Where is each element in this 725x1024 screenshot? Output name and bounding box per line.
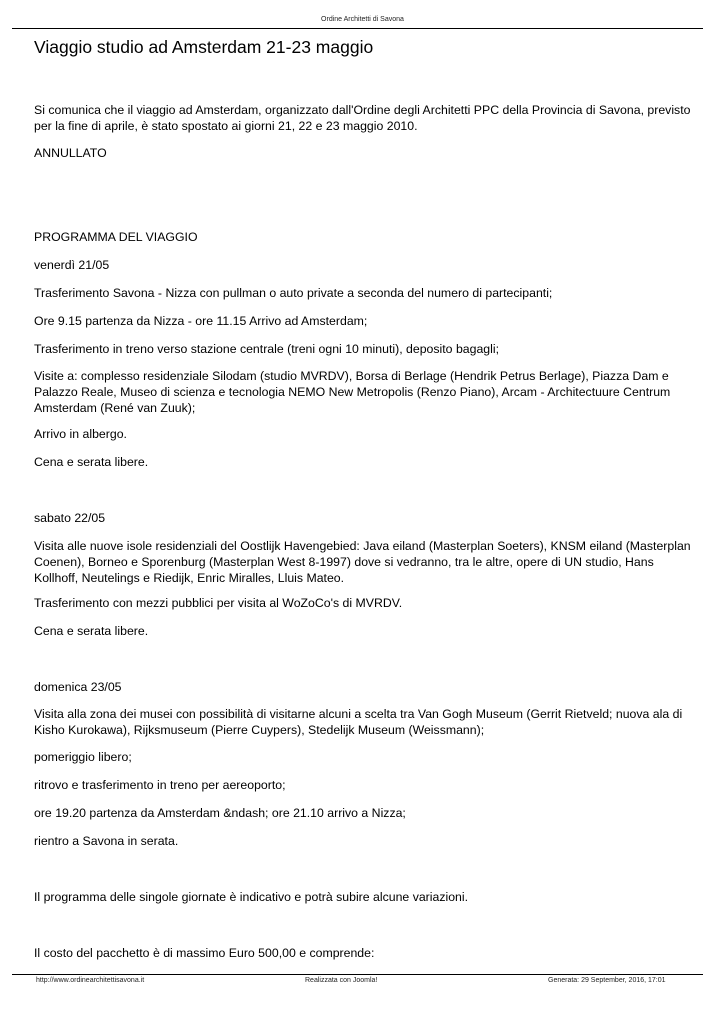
footer-credit: Realizzata con Joomla! — [305, 977, 378, 984]
day-label-saturday: sabato 22/05 — [34, 511, 106, 525]
saturday-item: Cena e serata libere. — [34, 624, 149, 638]
status-text: ANNULLATO — [34, 146, 107, 160]
sunday-item: ritrovo e trasferimento in treno per aereoporto; — [34, 778, 286, 792]
day-label-friday: venerdì 21/05 — [34, 258, 110, 272]
saturday-item: Visita alle nuove isole residenziali del Oostlijk Havengebied: Java eiland (Masterplan Soeters), KNSM eiland (Masterplan Coenen), Borneo e Sporenburg (Masterplan West 8-1997) dove si vedranno, tra le altre, opere di UN studio, Hans Kollhoff, Neutelings e Riedijk, Enric Miralles, Lluis Mateo. — [34, 539, 691, 585]
friday-item: Ore 9.15 partenza da Nizza - ore 11.15 Arrivo ad Amsterdam; — [34, 314, 368, 328]
footer-rule — [12, 974, 703, 975]
site-header: Ordine Architetti di Savona — [321, 16, 404, 23]
friday-item: Trasferimento in treno verso stazione centrale (treni ogni 10 minuti), deposito bagagli; — [34, 342, 500, 356]
program-heading: PROGRAMMA DEL VIAGGIO — [34, 230, 198, 244]
sunday-item: ore 19.20 partenza da Amsterdam &ndash; ore 21.10 arrivo a Nizza; — [34, 806, 406, 820]
sunday-item: rientro a Savona in serata. — [34, 834, 179, 848]
friday-item: Arrivo in albergo. — [34, 427, 127, 441]
disclaimer-note: Il programma delle singole giornate è indicativo e potrà subire alcune variazioni. — [34, 890, 469, 904]
day-label-sunday: domenica 23/05 — [34, 680, 122, 694]
saturday-item: Trasferimento con mezzi pubblici per visita al WoZoCo's di MVRDV. — [34, 596, 403, 610]
article-title: Viaggio studio ad Amsterdam 21-23 maggio — [34, 37, 374, 57]
footer-url-link[interactable]: http://www.ordinearchitettisavona.it — [36, 977, 145, 984]
cost-text: Il costo del pacchetto è di massimo Euro 500,00 e comprende: — [34, 946, 375, 960]
friday-item: Cena e serata libere. — [34, 455, 149, 469]
footer-generated-date: Generata: 29 September, 2016, 17:01 — [548, 977, 666, 984]
header-rule — [12, 28, 703, 29]
sunday-item: Visita alla zona dei musei con possibilità di visitarne alcuni a scelta tra Van Gogh Museum (Gerrit Rietveld; nuova ala di Kisho Kurokawa), Rijksmuseum (Pierre Cuypers), Stedelijk Museum (Weissmann); — [34, 707, 683, 737]
sunday-item: pomeriggio libero; — [34, 750, 132, 764]
friday-item: Trasferimento Savona - Nizza con pullman o auto private a seconda del numero di partecipanti; — [34, 286, 553, 300]
intro-paragraph: Si comunica che il viaggio ad Amsterdam, organizzato dall'Ordine degli Architetti PPC della Provincia di Savona, previsto per la fine di aprile, è stato spostato ai giorni 21, 22 e 23 maggio 2010. — [34, 103, 691, 133]
friday-item: Visite a: complesso residenziale Silodam (studio MVRDV), Borsa di Berlage (Hendrik Petrus Berlage), Piazza Dam e Palazzo Reale, Museo di scienza e tecnologia NEMO New Metropolis (Renzo Piano), Arcam - Architectuure Centrum Amsterdam (René van Zuuk); — [34, 369, 671, 415]
